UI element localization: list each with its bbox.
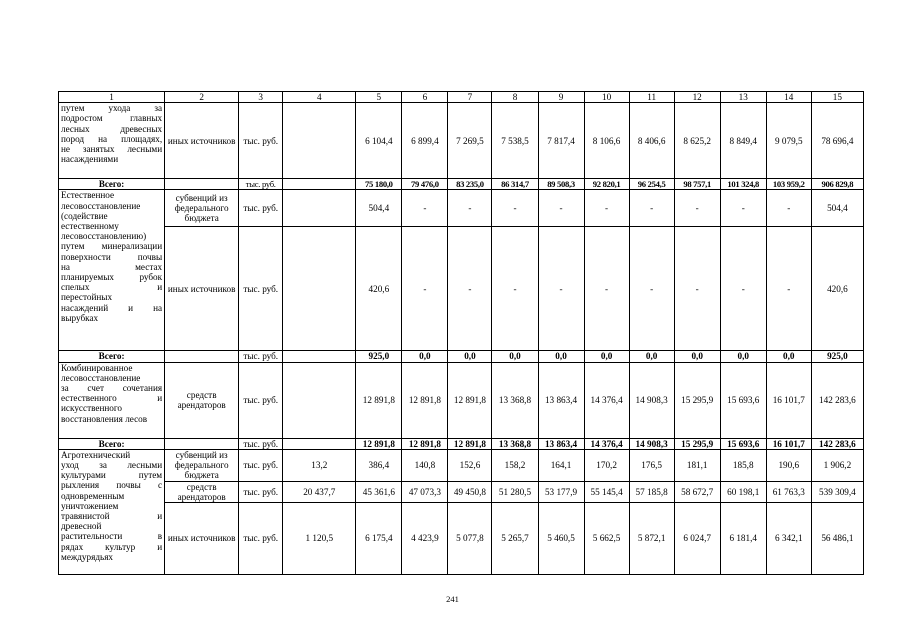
total-label: Всего: [59,438,165,449]
value-cell: 0,0 [402,351,448,362]
value-cell: 158,2 [492,449,538,481]
value-cell: 14 376,4 [584,362,629,438]
unit-cell: тыс. руб. [239,227,283,351]
column-header: 6 [402,92,448,103]
value-cell: 96 254,5 [629,179,674,190]
description-line: Естественное [61,190,115,201]
value-cell: 5 662,5 [584,502,629,574]
col4-cell: 1 120,5 [283,502,356,574]
value-cell: 89 508,3 [538,179,584,190]
value-cell: 47 073,3 [402,481,448,502]
column-header: 5 [356,92,402,103]
value-cell: 83 235,0 [448,179,492,190]
value-cell: 140,8 [402,449,448,481]
description-line: путем минерализации [61,241,163,252]
unit-cell: тыс. руб. [239,351,283,362]
value-cell: - [629,227,674,351]
value-cell: 8 406,6 [629,103,674,179]
value-cell: 12 891,8 [356,438,402,449]
value-cell: 58 672,7 [674,481,720,502]
value-cell: 164,1 [538,449,584,481]
value-cell: 13 863,4 [538,362,584,438]
value-cell: 9 079,5 [766,103,811,179]
source-cell [165,438,239,449]
column-header: 9 [538,92,584,103]
value-cell: 15 295,9 [674,438,720,449]
description-line: культурами путем [61,470,163,481]
unit-cell: тыс. руб. [239,179,283,190]
unit-cell: тыс. руб. [239,449,283,481]
value-cell: 4 423,9 [402,502,448,574]
value-cell: 13 368,8 [492,362,538,438]
value-cell: 13 368,8 [492,438,538,449]
value-cell: - [584,190,629,227]
value-cell: - [674,190,720,227]
source-cell: иных источников [165,103,239,179]
description-line: лесовосстановление [61,372,141,383]
table-row [59,481,864,502]
value-cell: 60 198,1 [720,481,766,502]
unit-cell: тыс. руб. [239,103,283,179]
value-cell: 420,6 [811,227,863,351]
value-cell: 12 891,8 [402,362,448,438]
value-cell: - [629,190,674,227]
description-line: уничтожением [61,500,119,511]
description-line: лесовосстановление [61,200,141,211]
value-cell: 190,6 [766,449,811,481]
col4-cell [283,103,356,179]
value-cell: 51 280,5 [492,481,538,502]
value-cell: 12 891,8 [356,362,402,438]
description-line: естественного и [61,393,163,404]
value-cell: 906 829,8 [811,179,863,190]
unit-cell: тыс. руб. [239,502,283,574]
value-cell: 55 145,4 [584,481,629,502]
column-header: 2 [165,92,239,103]
column-header: 13 [720,92,766,103]
value-cell: 0,0 [629,351,674,362]
table-row [59,190,864,227]
page-number: 241 [446,594,459,604]
value-cell: 8 106,6 [584,103,629,179]
description-line: спелых и [61,282,163,293]
col4-cell [283,179,356,190]
description-line: рядах культур и [61,541,163,552]
column-header: 10 [584,92,629,103]
value-cell: - [492,227,538,351]
description-line: травянистой и [61,511,163,522]
value-cell: 0,0 [538,351,584,362]
value-cell: 79 476,0 [402,179,448,190]
value-cell: 8 849,4 [720,103,766,179]
value-cell: 13 863,4 [538,438,584,449]
value-cell: 504,4 [356,190,402,227]
description-line: насаждениями [61,154,119,165]
description-line: естественному [61,221,119,232]
value-cell: 6 104,4 [356,103,402,179]
value-cell: 0,0 [584,351,629,362]
value-cell: 6 899,4 [402,103,448,179]
value-cell: 0,0 [766,351,811,362]
value-cell: 15 693,6 [720,438,766,449]
total-label: Всего: [59,179,165,190]
description-line: лесовосстановлению) [61,231,147,242]
value-cell: - [766,227,811,351]
col4-cell [283,438,356,449]
value-cell: 0,0 [448,351,492,362]
description-line: подростом главных [61,113,163,124]
column-header: 1 [59,92,165,103]
description-line: восстановления лесов [61,413,148,424]
value-cell: - [538,227,584,351]
unit-cell: тыс. руб. [239,481,283,502]
value-cell: 6 181,4 [720,502,766,574]
value-cell: 1 906,2 [811,449,863,481]
value-cell: 5 265,7 [492,502,538,574]
description-line: поверхности почвы [61,251,163,262]
value-cell: - [402,190,448,227]
table-row [59,362,864,438]
source-cell: субвенций из федерального бюджета [165,190,239,227]
header-row [59,92,864,103]
value-cell: - [492,190,538,227]
table-row [59,103,864,179]
column-header: 14 [766,92,811,103]
value-cell: 185,8 [720,449,766,481]
description-line: уход за лесными [61,460,163,471]
column-header: 15 [811,92,863,103]
description-line: лесных древесных [61,123,163,134]
description-line: планируемых рубок [61,272,163,283]
description-line: пород на площадях, [61,133,163,144]
source-cell: иных источников [165,227,239,351]
value-cell: 7 269,5 [448,103,492,179]
description-line: (содействие [61,210,108,221]
value-cell: 142 283,6 [811,438,863,449]
value-cell: 386,4 [356,449,402,481]
description-line: Комбинированное [61,362,133,373]
value-cell: 6 342,1 [766,502,811,574]
unit-cell: тыс. руб. [239,190,283,227]
value-cell: - [448,190,492,227]
value-cell: 181,1 [674,449,720,481]
description-line: одновременным [61,490,125,501]
value-cell: 6 175,4 [356,502,402,574]
col4-cell [283,351,356,362]
col4-cell [283,227,356,351]
source-cell: иных источников [165,502,239,574]
source-cell: средств арендаторов [165,362,239,438]
value-cell: 16 101,7 [766,362,811,438]
table-row [59,227,864,351]
value-cell: 7 538,5 [492,103,538,179]
value-cell: - [766,190,811,227]
value-cell: 16 101,7 [766,438,811,449]
value-cell: 57 185,8 [629,481,674,502]
value-cell: 98 757,1 [674,179,720,190]
description-cell [59,449,165,574]
source-cell: субвенций из федерального бюджета [165,449,239,481]
value-cell: 5 077,8 [448,502,492,574]
value-cell: - [720,227,766,351]
value-cell: - [538,190,584,227]
value-cell: 152,6 [448,449,492,481]
value-cell: 78 696,4 [811,103,863,179]
description-cell [59,362,165,438]
description-line: рыхления почвы с [61,480,163,491]
source-cell: средств арендаторов [165,481,239,502]
value-cell: 86 314,7 [492,179,538,190]
value-cell: 12 891,8 [448,362,492,438]
value-cell: 0,0 [492,351,538,362]
table-row [59,449,864,481]
total-row [59,179,864,190]
value-cell: 45 361,6 [356,481,402,502]
value-cell: 539 309,4 [811,481,863,502]
description-line: искусственного [61,403,123,414]
description-line: вырубках [61,312,99,323]
value-cell: 8 625,2 [674,103,720,179]
col4-cell: 20 437,7 [283,481,356,502]
value-cell: 5 460,5 [538,502,584,574]
unit-cell: тыс. руб. [239,362,283,438]
total-row [59,438,864,449]
description-cell [59,103,165,179]
total-label: Всего: [59,351,165,362]
column-header: 7 [448,92,492,103]
source-cell [165,179,239,190]
description-line: древесной [61,521,102,532]
description-line: путем ухода за [61,103,163,114]
table-row [59,502,864,574]
value-cell: 61 763,3 [766,481,811,502]
source-cell [165,351,239,362]
value-cell: - [720,190,766,227]
value-cell: 0,0 [674,351,720,362]
value-cell: 176,5 [629,449,674,481]
column-header: 8 [492,92,538,103]
total-row [59,351,864,362]
value-cell: 6 024,7 [674,502,720,574]
value-cell: 925,0 [356,351,402,362]
value-cell: 15 295,9 [674,362,720,438]
value-cell: 49 450,8 [448,481,492,502]
description-line: междурядьях [61,551,114,562]
budget-table [58,91,864,575]
description-line: насаждений и на [61,302,163,313]
value-cell: - [584,227,629,351]
value-cell: 12 891,8 [448,438,492,449]
value-cell: 14 908,3 [629,438,674,449]
value-cell: 101 324,8 [720,179,766,190]
description-line: перестойных [61,292,113,303]
col4-cell [283,190,356,227]
description-line: на местах [61,261,163,272]
value-cell: - [402,227,448,351]
value-cell: 92 820,1 [584,179,629,190]
value-cell: 75 180,0 [356,179,402,190]
value-cell: - [448,227,492,351]
value-cell: 12 891,8 [402,438,448,449]
value-cell: 53 177,9 [538,481,584,502]
value-cell: 14 376,4 [584,438,629,449]
description-line: за счет сочетания [61,383,163,394]
unit-cell: тыс. руб. [239,438,283,449]
col4-cell: 13,2 [283,449,356,481]
value-cell: 170,2 [584,449,629,481]
value-cell: 103 959,2 [766,179,811,190]
value-cell: - [674,227,720,351]
description-line: Агротехнический [61,449,131,460]
description-line: растительности в [61,531,163,542]
value-cell: 7 817,4 [538,103,584,179]
description-line: не занятых лесными [61,144,163,155]
column-header: 12 [674,92,720,103]
col4-cell [283,362,356,438]
value-cell: 0,0 [720,351,766,362]
value-cell: 15 693,6 [720,362,766,438]
column-header: 11 [629,92,674,103]
description-cell [59,190,165,351]
value-cell: 925,0 [811,351,863,362]
value-cell: 14 908,3 [629,362,674,438]
value-cell: 504,4 [811,190,863,227]
value-cell: 5 872,1 [629,502,674,574]
column-header: 4 [283,92,356,103]
value-cell: 142 283,6 [811,362,863,438]
value-cell: 56 486,1 [811,502,863,574]
column-header: 3 [239,92,283,103]
value-cell: 420,6 [356,227,402,351]
